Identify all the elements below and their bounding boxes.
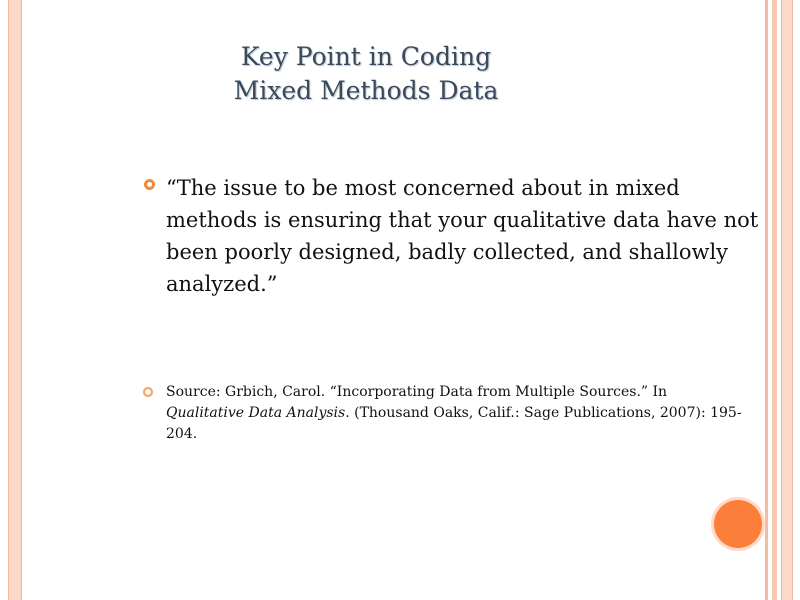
source-citation: [166, 382, 766, 445]
orange-circle-decoration: [714, 500, 762, 548]
title-line-2: Mixed Methods Data: [233, 76, 499, 105]
quote-text: “The issue to be most concerned about in mixed methods is ensuring that your qualitative data have not been poorly designed, badly collected, and shallowly analyzed.”: [166, 176, 759, 296]
source-prefix: Source: Grbich, Carol. “Incorporating Data from Multiple Sources.” In: [166, 384, 668, 400]
right-decorative-stripe: [772, 0, 777, 600]
source-book-title: Qualitative Data Analysis: [166, 405, 346, 421]
source-suffix: . (Thousand Oaks, Calif.: Sage Publications, 2007): 195-204.: [166, 405, 742, 442]
bullet-ring-icon: [143, 387, 153, 397]
left-decorative-border: [8, 0, 22, 600]
bullet-ring-icon: [144, 179, 155, 190]
right-decorative-stripe: [765, 0, 768, 600]
slide-title: [200, 40, 532, 108]
right-decorative-border: [781, 0, 793, 600]
title-line-1: Key Point in Coding: [240, 42, 492, 71]
